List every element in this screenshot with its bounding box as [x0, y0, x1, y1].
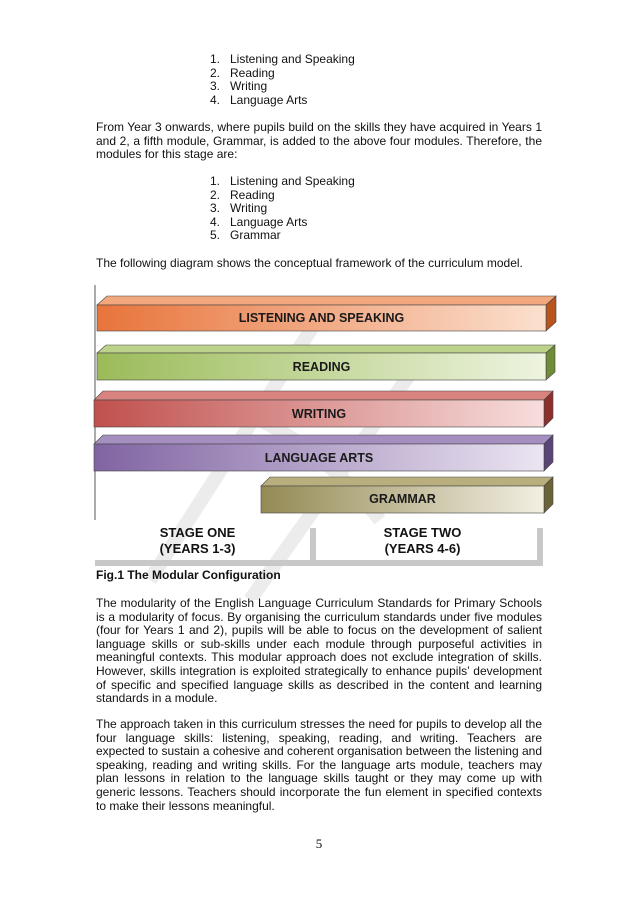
list-item: 5. Grammar — [210, 228, 281, 243]
paragraph-year3: From Year 3 onwards, where pupils build on the skills they have acquired in Years 1 and 2, a fifth module, Grammar, is added to the above four modules. Therefore, the modules for this stage are: — [96, 120, 542, 162]
page-number: 5 — [315, 836, 323, 851]
list-item: 3. Writing — [210, 201, 268, 216]
list-item: 2. Reading — [210, 187, 275, 202]
bar-label-reading: READING — [292, 360, 351, 374]
bar-label-writing: WRITING — [291, 407, 347, 421]
list-item: 1. Listening and Speaking — [210, 52, 355, 66]
list-item: 2. Reading — [210, 65, 275, 80]
paragraph-approach: The approach taken in this curriculum stresses the need for pupils to develop all the four language skills: listening, speaking, reading, and writing. Teachers are expected to sustain a cohesive and coherent organisation between the listening and speaking, reading and writing skills. For the language arts module, teachers may plan lessons in relation to the language skills taught or they may come up with generic lessons. Teachers should incorporate the fun element in specified contexts to make their lessons meaningful. — [96, 717, 542, 813]
bar-label-language-arts: LANGUAGE ARTS — [264, 451, 374, 465]
list-item: 4. Language Arts — [210, 214, 308, 229]
list-item: 4. Language Arts — [210, 92, 308, 107]
paragraph-modularity: The modularity of the English Language Curriculum Standards for Primary Schools is a modularity of focus. By organising the curriculum standards under five modules (four for Years 1 and 2), pupils will be able to focus on the development of salient language skills or sub-skills under each module through purposeful activities in meaningful contexts. This modular approach does not exclude integration of skills. However, skills integration is exploited strategically to enhance pupils’ development of specific and specified language skills as described in the content and learning standards in a module. — [96, 596, 542, 706]
figure-caption: Fig.1 The Modular Configuration — [96, 568, 281, 582]
stage-one-label: STAGE ONE (YEARS 1-3) — [159, 525, 236, 556]
list-item: 3. Writing — [210, 79, 268, 94]
bar-label-grammar: GRAMMAR — [369, 492, 436, 506]
paragraph-diagram-intro: The following diagram shows the conceptual framework of the curriculum model. — [96, 256, 523, 270]
stage-two-label: STAGE TWO (YEARS 4-6) — [383, 525, 462, 556]
list-item: 1. Listening and Speaking — [210, 174, 355, 188]
bar-label-listening-speaking: LISTENING AND SPEAKING — [238, 311, 405, 325]
